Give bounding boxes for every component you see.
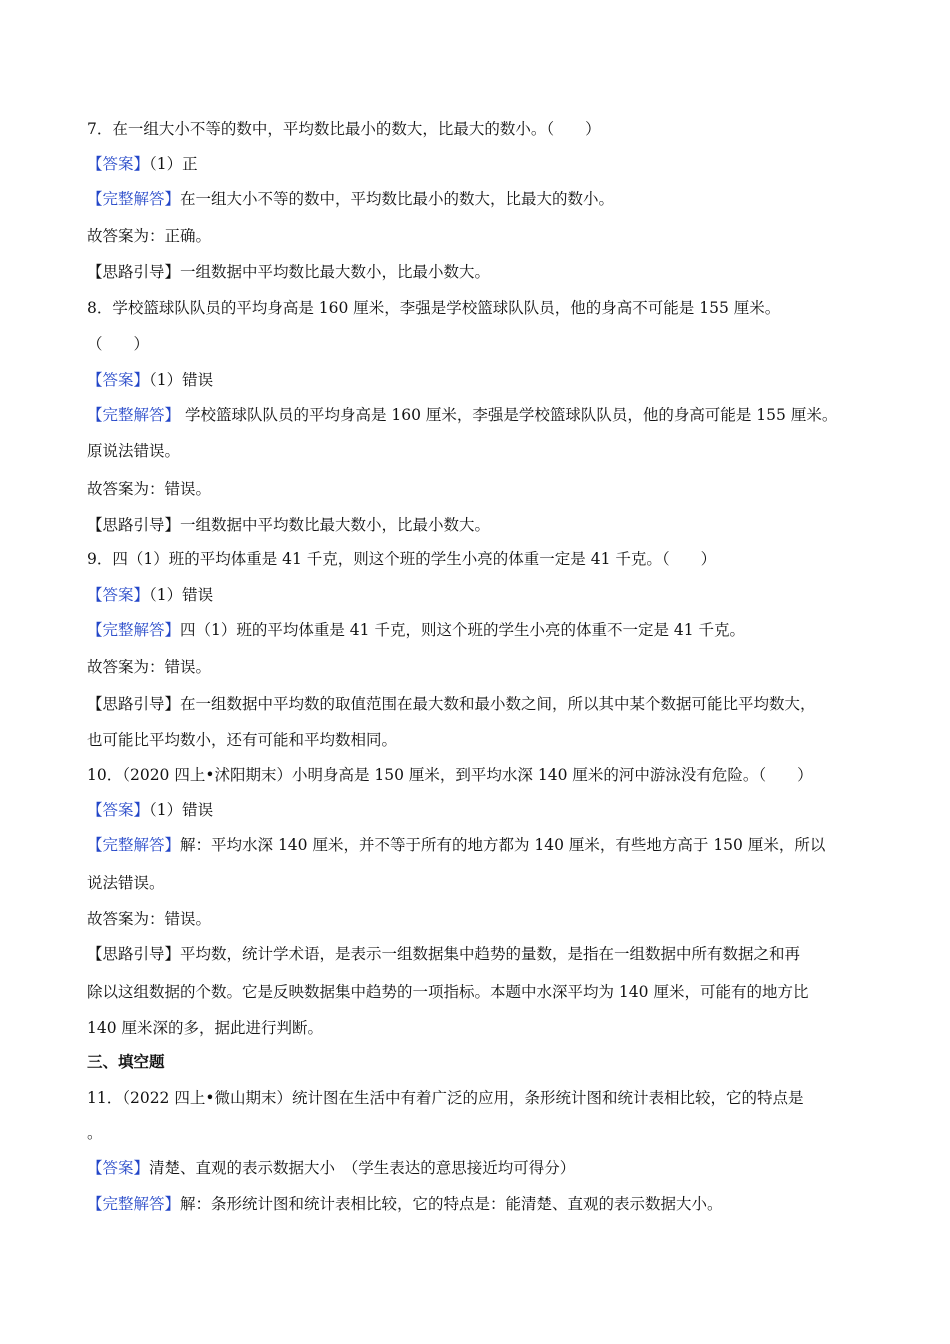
full-solution-label: 【完整解答】 [87, 1195, 181, 1213]
q8-full-row [87, 404, 837, 426]
q8-conclusion: 故答案为：错误。 [87, 480, 212, 498]
q11-question: 11．（2022 四上•微山期末）统计图在生活中有着广泛的应用，条形统计图和统计表相比较，它的特点是 [87, 1089, 804, 1107]
answer-label: 【答案】 [87, 586, 150, 604]
q10-hint-cont1: 除以这组数据的个数。它是反映数据集中趋势的一项指标。本题中水深平均为 140 厘米，可能有的地方比 [87, 983, 809, 1001]
q8-hint: 一组数据中平均数比最大数小，比最小数大。 [180, 516, 491, 534]
hint-label: 【思路引导】 [87, 263, 181, 281]
q10-full: 解：平均水深 140 厘米，并不等于所有的地方都为 140 厘米，有些地方高于 150 厘米，所以 [180, 836, 826, 854]
q9-hint: 在一组数据中平均数的取值范围在最大数和最小数之间，所以其中某个数据可能比平均数大， [180, 695, 816, 713]
q10-answer: （1）错误 [149, 801, 214, 819]
hint-label: 【思路引导】 [87, 695, 181, 713]
q8-answer-row [87, 369, 213, 391]
q7-hint-row [87, 261, 490, 283]
q11-answer: 清楚、直观的表示数据大小 （学生表达的意思接近均可得分） [149, 1159, 576, 1177]
q9-hint-cont: 也可能比平均数小，还有可能和平均数相同。 [87, 731, 398, 749]
q9-full-row [87, 619, 745, 641]
answer-label: 【答案】 [87, 371, 150, 389]
q9-hint-row [87, 693, 816, 715]
q7-full: 在一组大小不等的数中，平均数比最小的数大，比最大的数小。 [180, 190, 615, 208]
hint-label: 【思路引导】 [87, 945, 181, 963]
q8-full: 学校篮球队队员的平均身高是 160 厘米，李强是学校篮球队队员，他的身高可能是 155 厘米。 [180, 406, 838, 424]
q11-full-row [87, 1193, 723, 1215]
full-solution-label: 【完整解答】 [87, 406, 181, 424]
q7-full-row [87, 188, 614, 210]
q11-answer-row [87, 1157, 575, 1179]
q10-hint-row [87, 943, 800, 965]
q9-full: 四（1）班的平均体重是 41 千克，则这个班的学生小亮的体重不一定是 41 千克。 [180, 621, 746, 639]
answer-label: 【答案】 [87, 801, 150, 819]
answer-label: 【答案】 [87, 1159, 150, 1177]
q11-full: 解：条形统计图和统计表相比较，它的特点是：能清楚、直观的表示数据大小。 [180, 1195, 723, 1213]
q7-question: 7．在一组大小不等的数中，平均数比最小的数大，比最大的数小。（ ） [87, 120, 601, 138]
q10-full-cont: 说法错误。 [87, 874, 165, 892]
q7-answer-row [87, 153, 198, 175]
full-solution-label: 【完整解答】 [87, 190, 181, 208]
q9-answer-row [87, 584, 213, 606]
section-heading: 三、填空题 [87, 1052, 165, 1071]
q10-hint: 平均数，统计学术语，是表示一组数据集中趋势的量数，是指在一组数据中所有数据之和再 [180, 945, 801, 963]
q7-answer: （1）正 [149, 155, 198, 173]
q10-answer-row [87, 799, 213, 821]
q9-conclusion: 故答案为：错误。 [87, 658, 212, 676]
q11-question-end: 。 [87, 1124, 103, 1142]
q9-question: 9．四（1）班的平均体重是 41 千克，则这个班的学生小亮的体重一定是 41 千克。（ ） [87, 550, 717, 568]
q10-question: 10．（2020 四上•沭阳期末）小明身高是 150 厘米，到平均水深 140 厘米的河中游泳没有危险。（ ） [87, 766, 813, 784]
q7-conclusion: 故答案为：正确。 [87, 227, 212, 245]
q8-question-paren: （ ） [87, 335, 150, 353]
q10-conclusion: 故答案为：错误。 [87, 910, 212, 928]
q9-answer: （1）错误 [149, 586, 214, 604]
q7-hint: 一组数据中平均数比最大数小，比最小数大。 [180, 263, 491, 281]
answer-label: 【答案】 [87, 155, 150, 173]
q10-full-row [87, 834, 825, 856]
full-solution-label: 【完整解答】 [87, 621, 181, 639]
q8-full-cont: 原说法错误。 [87, 442, 181, 460]
q8-hint-row [87, 514, 490, 536]
q8-answer: （1）错误 [149, 371, 214, 389]
hint-label: 【思路引导】 [87, 516, 181, 534]
full-solution-label: 【完整解答】 [87, 836, 181, 854]
q8-question: 8．学校篮球队队员的平均身高是 160 厘米，李强是学校篮球队队员，他的身高不可能是 155 厘米。 [87, 299, 781, 317]
q10-hint-cont2: 140 厘米深的多，据此进行判断。 [87, 1019, 324, 1037]
